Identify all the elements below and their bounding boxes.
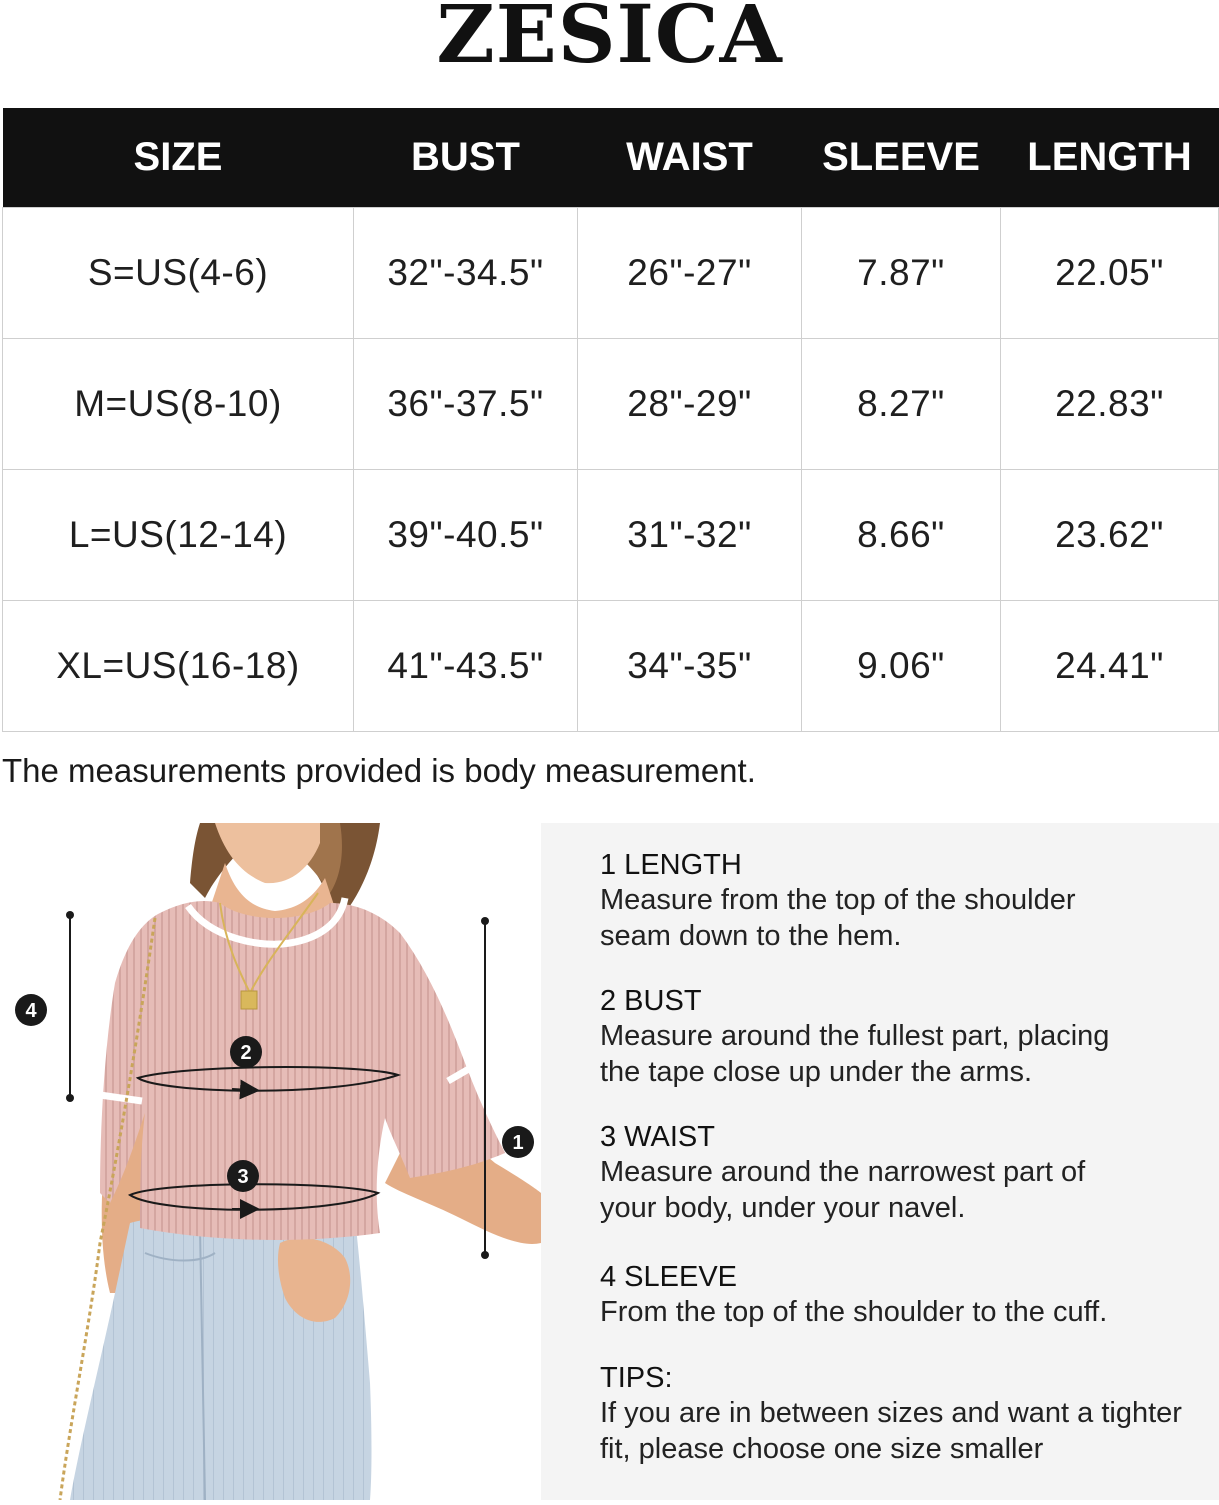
guide-bust [600,984,1210,1090]
cell-sleeve: 9.06" [802,601,1001,732]
guide-sleeve-title: 4 SLEEVE [600,1261,738,1293]
cell-waist: 26"-27" [578,208,802,339]
guide-length [600,848,1210,954]
cell-waist: 31"-32" [578,470,802,601]
tips-text-2: fit, please choose one size smaller [600,1433,1044,1465]
tips-title: TIPS: [600,1362,673,1394]
svg-text:3: 3 [237,1166,249,1188]
cell-size: XL=US(16-18) [3,601,354,732]
table-row [3,601,1219,732]
header-size: SIZE [3,108,354,208]
measurement-note: The measurements provided is body measurement. [2,752,756,789]
guide-sleeve-text-1: From the top of the shoulder to the cuff. [600,1296,1108,1328]
marker-1 [502,1126,534,1158]
marker-2 [230,1036,262,1068]
header-bust: BUST [354,108,578,208]
header-waist: WAIST [578,108,802,208]
cell-bust: 36"-37.5" [354,339,578,470]
brand-logo: ZESICA [436,0,783,81]
cell-size: L=US(12-14) [3,470,354,601]
guide-waist-text-1: Measure around the narrowest part of [600,1156,1086,1188]
cell-bust: 32"-34.5" [354,208,578,339]
guide-bust-title: 2 BUST [600,985,702,1017]
cell-length: 22.05" [1001,208,1219,339]
cell-size: S=US(4-6) [3,208,354,339]
cell-sleeve: 8.27" [802,339,1001,470]
guide-length-text-1: Measure from the top of the shoulder [600,884,1076,916]
cell-waist: 34"-35" [578,601,802,732]
cell-sleeve: 8.66" [802,470,1001,601]
guide-waist-text-2: your body, under your navel. [600,1192,966,1224]
face [215,823,320,883]
svg-text:2: 2 [240,1042,252,1064]
cell-waist: 28"-29" [578,339,802,470]
cell-length: 24.41" [1001,601,1219,732]
cell-length: 22.83" [1001,339,1219,470]
table-row [3,339,1219,470]
cell-bust: 41"-43.5" [354,601,578,732]
tips-text-1: If you are in between sizes and want a tighter [600,1397,1182,1429]
cell-sleeve: 7.87" [802,208,1001,339]
guide-bust-text-1: Measure around the fullest part, placing [600,1020,1110,1052]
table-header-row [3,108,1219,208]
measurement-guide-panel [541,823,1219,1500]
marker-3 [227,1160,259,1192]
cell-length: 23.62" [1001,470,1219,601]
guide-bust-text-2: the tape close up under the arms. [600,1056,1033,1088]
header-sleeve: SLEEVE [802,108,1001,208]
cell-size: M=US(8-10) [3,339,354,470]
guide-sleeve [600,1260,1210,1330]
svg-text:4: 4 [25,1000,37,1022]
svg-text:1: 1 [512,1132,524,1154]
header-length: LENGTH [1001,108,1219,208]
guide-waist [600,1120,1210,1226]
guide-length-title: 1 LENGTH [600,849,742,881]
table-row [3,208,1219,339]
marker-4 [15,994,47,1026]
size-chart-table [2,108,1219,732]
guide-waist-title: 3 WAIST [600,1121,715,1153]
cell-bust: 39"-40.5" [354,470,578,601]
guide-tips [600,1361,1210,1467]
guide-length-text-2: seam down to the hem. [600,920,902,952]
table-row [3,470,1219,601]
model-figure [0,823,541,1500]
model-illustration [0,823,541,1500]
